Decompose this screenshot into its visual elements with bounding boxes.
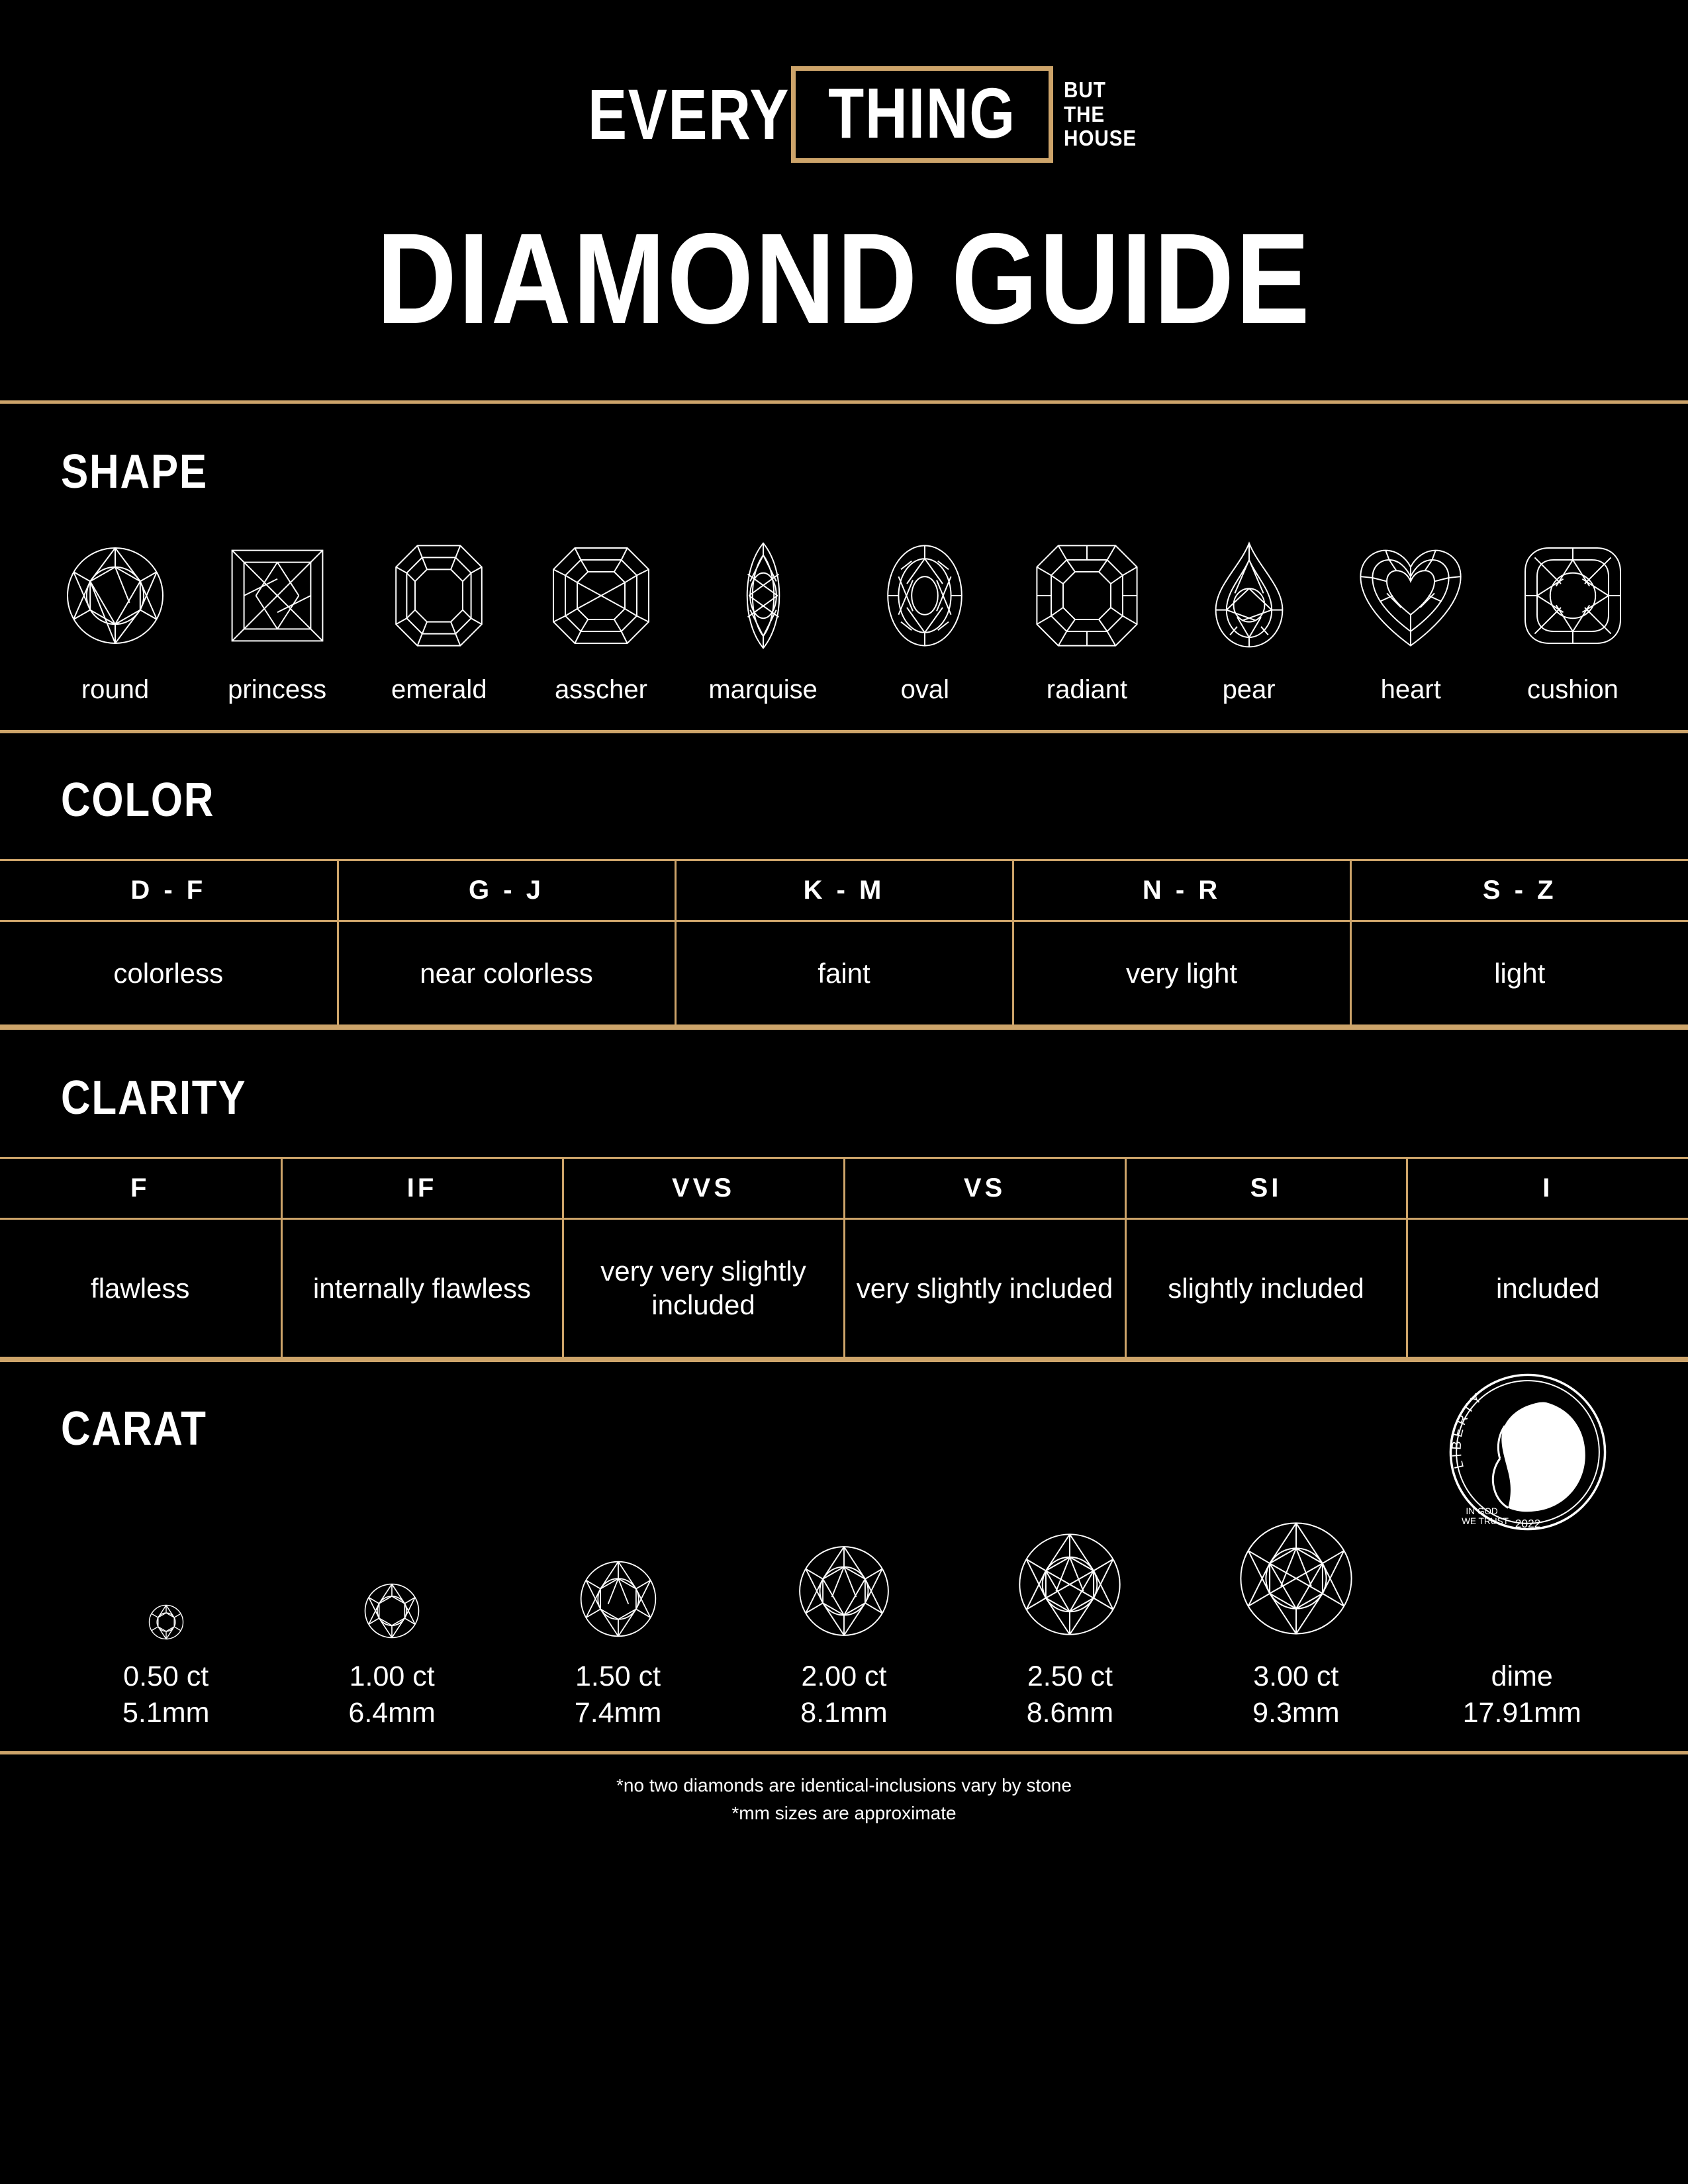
oval-diamond-icon [865,536,984,655]
dime-graphic [1446,1370,1610,1537]
color-description-cell: faint [675,921,1013,1026]
cushion-diamond-icon [1513,536,1632,655]
carat-weight: dime [1491,1660,1553,1692]
clarity-section [0,1030,1688,1358]
carat-gem-wrap [147,1463,185,1641]
color-section [0,733,1688,1026]
pear-diamond-icon [1190,536,1309,655]
carat-item-250[interactable] [957,1463,1183,1731]
shape-item-heart[interactable] [1342,536,1479,705]
shape-label: radiant [1046,675,1128,704]
marquise-diamond-icon [704,536,823,655]
carat-label [1252,1659,1339,1731]
dime-liberty-text: LIBERTY [1449,1388,1487,1470]
round-diamond-icon [361,1580,422,1641]
asscher-diamond-icon [541,536,661,655]
shape-item-emerald[interactable] [370,536,508,705]
shape-heading: SHAPE [61,445,208,498]
logo-tagline-line-1: BUT [1063,77,1106,102]
carat-gem-wrap [1233,1463,1359,1641]
color-grade-cell: N - R [1013,860,1350,921]
round-diamond-icon [794,1541,894,1641]
carat-item-150[interactable] [505,1463,731,1731]
shape-item-asscher[interactable] [532,536,670,705]
carat-weight: 1.50 ct [575,1660,661,1692]
carat-weight: 2.00 ct [801,1660,887,1692]
shape-item-round[interactable] [46,536,184,705]
carat-label [348,1659,435,1731]
footnote-1: *no two diamonds are identical-inclusions vary by stone [616,1774,1072,1796]
heart-diamond-icon [1351,536,1470,655]
carat-label [1027,1659,1113,1731]
dime-year: 2022 [1515,1516,1541,1530]
round-diamond-icon [56,536,175,655]
color-description-row [0,921,1688,1026]
round-diamond-icon [147,1603,185,1641]
color-grade-row [0,860,1688,921]
color-grade-cell: S - Z [1350,860,1688,921]
carat-gem-wrap [576,1463,661,1641]
clarity-description-cell: included [1407,1219,1688,1357]
shape-label: cushion [1526,675,1618,704]
carat-size: 7.4mm [574,1696,662,1729]
round-diamond-icon [1013,1527,1127,1641]
color-description-cell: light [1350,921,1688,1026]
color-table [0,859,1688,1026]
clarity-grade-cell: VS [844,1158,1125,1219]
color-grade-cell: K - M [675,860,1013,921]
clarity-grade-cell: SI [1125,1158,1407,1219]
carat-size: 17.91mm [1462,1696,1581,1729]
divider-footer [0,1751,1688,1754]
clarity-description-cell: slightly included [1125,1219,1407,1357]
color-heading: COLOR [61,774,215,827]
clarity-description-cell: internally flawless [281,1219,563,1357]
shape-label: round [81,675,150,704]
carat-weight: 1.00 ct [349,1660,435,1692]
shape-list [0,536,1688,705]
brand-logo [0,0,1688,163]
dime-motto-line-2: WE TRUST [1462,1516,1509,1526]
carat-size: 8.1mm [800,1696,888,1729]
shape-item-princess[interactable] [209,536,346,705]
shape-section [0,404,1688,730]
carat-list [0,1463,1688,1731]
carat-weight: 2.50 ct [1027,1660,1113,1692]
carat-weight: 0.50 ct [123,1660,209,1692]
carat-gem-wrap [1013,1463,1127,1641]
carat-item-200[interactable] [731,1463,957,1731]
round-diamond-icon [576,1557,661,1641]
carat-label [800,1659,887,1731]
princess-diamond-icon [218,536,337,655]
clarity-grade-row [0,1158,1688,1219]
carat-item-300[interactable] [1183,1463,1409,1731]
shape-label: princess [228,675,327,704]
logo-every-text: EVERY [587,74,790,154]
carat-size: 5.1mm [122,1696,210,1729]
carat-item-050[interactable] [53,1463,279,1731]
carat-size: 9.3mm [1252,1696,1340,1729]
footnote-2: *mm sizes are approximate [731,1802,957,1823]
carat-gem-wrap [794,1463,894,1641]
clarity-description-cell: very very slightly included [563,1219,844,1357]
color-description-cell: very light [1013,921,1350,1026]
shape-item-oval[interactable] [856,536,994,705]
carat-size: 6.4mm [348,1696,436,1729]
carat-item-100[interactable] [279,1463,504,1731]
clarity-grade-cell: VVS [563,1158,844,1219]
carat-label [122,1659,209,1731]
shape-item-marquise[interactable] [694,536,832,705]
clarity-description-row [0,1219,1688,1357]
logo-thing-box [791,66,1053,163]
shape-label: marquise [708,675,818,704]
dime-coin-icon [1446,1370,1610,1534]
clarity-heading: CLARITY [61,1071,247,1125]
color-grade-cell: G - J [338,860,675,921]
color-grade-cell: D - F [0,860,338,921]
logo-tagline [1064,78,1145,152]
shape-item-pear[interactable] [1180,536,1318,705]
carat-section [0,1362,1688,1751]
shape-label: pear [1222,675,1276,704]
carat-gem-wrap [361,1463,422,1641]
color-description-cell: colorless [0,921,338,1026]
carat-weight: 3.00 ct [1253,1660,1339,1692]
footnotes [0,1772,1688,1850]
carat-label [1463,1659,1581,1731]
logo-tagline-line-2: THE [1063,101,1105,126]
round-diamond-icon [1233,1516,1359,1641]
carat-label [575,1659,661,1731]
radiant-diamond-icon [1027,536,1147,655]
shape-label: heart [1380,675,1441,704]
clarity-grade-cell: IF [281,1158,563,1219]
shape-item-radiant[interactable] [1018,536,1156,705]
color-description-cell: near colorless [338,921,675,1026]
shape-label: asscher [554,675,647,704]
carat-size: 8.6mm [1026,1696,1114,1729]
clarity-grade-cell: F [0,1158,281,1219]
emerald-diamond-icon [379,536,498,655]
logo-tagline-line-3: HOUSE [1063,126,1137,151]
clarity-table [0,1157,1688,1358]
shape-item-cushion[interactable] [1504,536,1642,705]
clarity-grade-cell: I [1407,1158,1688,1219]
clarity-description-cell: flawless [0,1219,281,1357]
shape-label: oval [900,675,949,704]
clarity-description-cell: very slightly included [844,1219,1125,1357]
shape-label: emerald [391,675,487,704]
logo-thing-text: THING [828,73,1016,153]
dime-motto-line-1: IN GOD [1466,1506,1498,1516]
page-title: DIAMOND GUIDE [376,206,1312,351]
carat-heading: CARAT [61,1402,207,1455]
